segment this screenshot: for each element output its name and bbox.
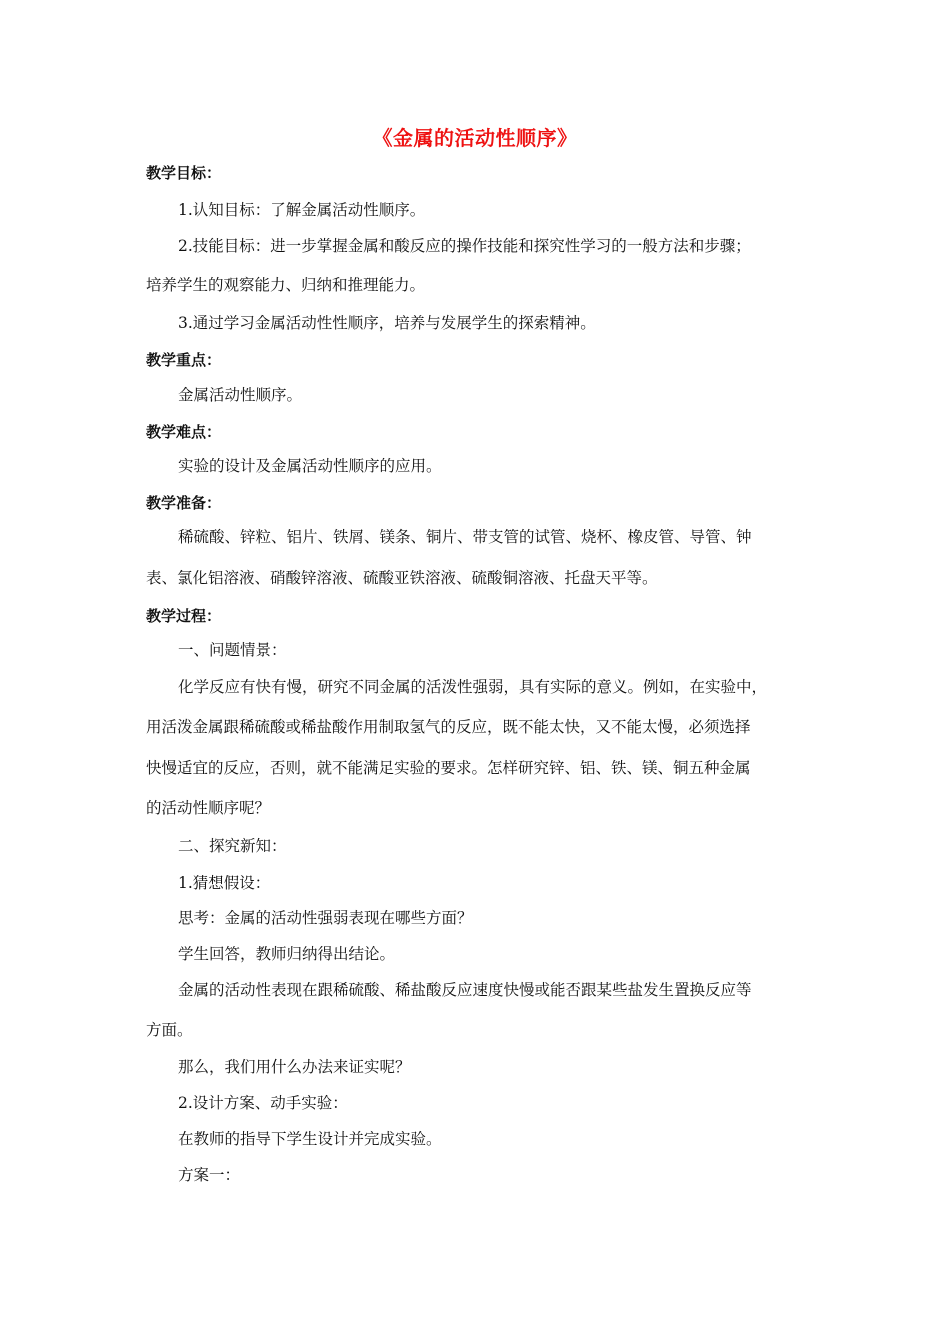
process-heading: 教学过程： bbox=[146, 607, 222, 625]
preparation-heading: 教学准备： bbox=[146, 494, 222, 512]
problem-scenario-line-1: 化学反应有快有慢，研究不同金属的活泼性强弱，具有实际的意义。例如，在实验中， bbox=[178, 678, 768, 696]
problem-scenario-line-4: 的活动性顺序呢？ bbox=[146, 799, 271, 817]
plan-one-label: 方案一： bbox=[178, 1166, 241, 1184]
hypothesis-title: 1.猜想假设： bbox=[178, 874, 271, 892]
difficulty-text: 实验的设计及金属活动性顺序的应用。 bbox=[178, 457, 442, 475]
key-points-text: 金属活动性顺序。 bbox=[178, 386, 303, 404]
student-answer: 学生回答，教师归纳得出结论。 bbox=[178, 945, 396, 963]
preparation-line-1: 稀硫酸、锌粒、铝片、铁屑、镁条、铜片、带支管的试管、烧杯、橡皮管、导管、钟 bbox=[178, 528, 752, 546]
problem-scenario-line-2: 用活泼金属跟稀硫酸或稀盐酸作用制取氢气的反应，既不能太快，又不能太慢，必须选择 bbox=[146, 718, 751, 736]
goal-1: 1.认知目标：了解金属活动性顺序。 bbox=[178, 201, 426, 219]
design-experiment-title: 2.设计方案、动手实验： bbox=[178, 1094, 348, 1112]
verification-question: 那么，我们用什么办法来证实呢？ bbox=[178, 1058, 411, 1076]
problem-scenario-title: 一、问题情景： bbox=[178, 641, 287, 659]
goal-3: 3.通过学习金属活动性性顺序，培养与发展学生的探索精神。 bbox=[178, 314, 596, 332]
key-points-heading: 教学重点： bbox=[146, 351, 222, 369]
conclusion-line-2: 方面。 bbox=[146, 1021, 193, 1039]
think-question: 思考：金属的活动性强弱表现在哪些方面？ bbox=[178, 909, 473, 927]
difficulty-heading: 教学难点： bbox=[146, 423, 222, 441]
explore-new-title: 二、探究新知： bbox=[178, 837, 287, 855]
goal-2-line-1: 2.技能目标：进一步掌握金属和酸反应的操作技能和探究性学习的一般方法和步骤； bbox=[178, 237, 751, 255]
guidance-text: 在教师的指导下学生设计并完成实验。 bbox=[178, 1130, 442, 1148]
goals-heading: 教学目标： bbox=[146, 164, 222, 182]
goal-2-line-2: 培养学生的观察能力、归纳和推理能力。 bbox=[146, 276, 426, 294]
document-title: 《金属的活动性顺序》 bbox=[372, 126, 578, 150]
problem-scenario-line-3: 快慢适宜的反应，否则，就不能满足实验的要求。怎样研究锌、铝、铁、镁、铜五种金属 bbox=[146, 759, 751, 777]
preparation-line-2: 表、氯化铝溶液、硝酸锌溶液、硫酸亚铁溶液、硫酸铜溶液、托盘天平等。 bbox=[146, 569, 658, 587]
conclusion-line-1: 金属的活动性表现在跟稀硫酸、稀盐酸反应速度快慢或能否跟某些盐发生置换反应等 bbox=[178, 981, 752, 999]
